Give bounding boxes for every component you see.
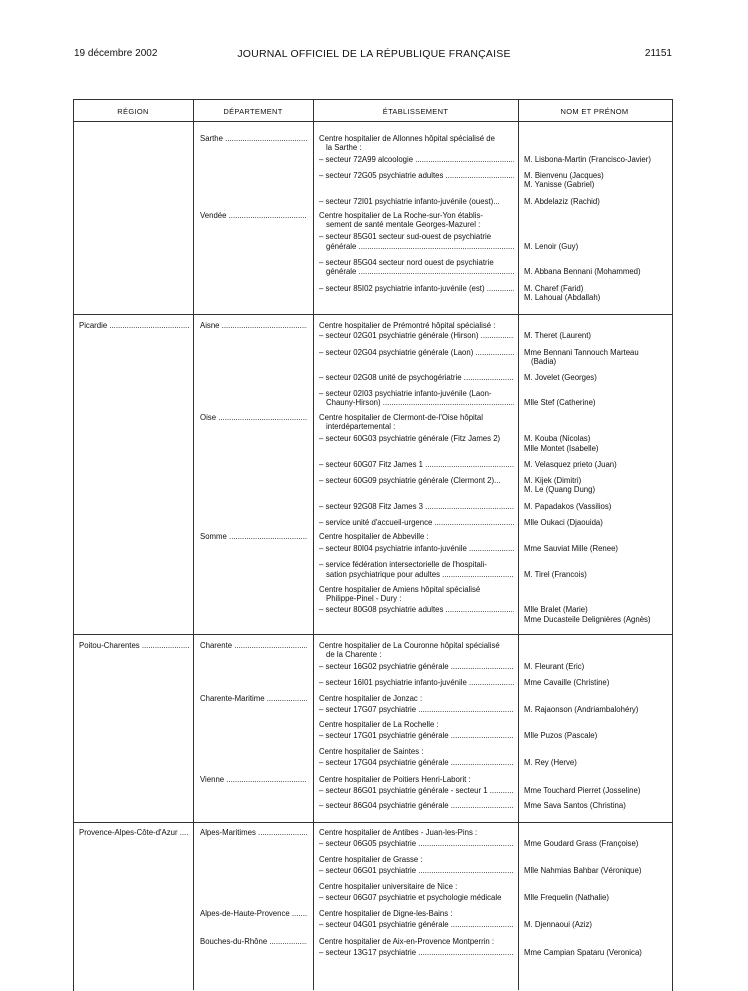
etablissement-line: – secteur 60G09 psychiatrie générale (Clermont 2)... xyxy=(319,476,501,485)
etablissement-line: – secteur 16I01 psychiatrie infanto-juvénile ..... xyxy=(319,678,514,687)
etablissement-line: sement de santé mentale Georges-Mazurel : xyxy=(326,220,481,229)
column-header-departement: DÉPARTEMENT xyxy=(223,107,283,116)
etablissement-line: – secteur 85G04 secteur nord ouest de psychiatrie xyxy=(319,258,494,267)
name-line: M. Fleurant (Eric) xyxy=(524,662,585,671)
name-line: M. Papadakos (Vassilios) xyxy=(524,502,612,511)
etablissement-line: – secteur 16G02 psychiatrie générale ..... xyxy=(319,662,514,671)
name-line: M. Bienvenu (Jacques) xyxy=(524,171,604,180)
name-line: Mlle Nahmias Bahbar (Véronique) xyxy=(524,866,642,875)
etablissement-line: – secteur 17G07 psychiatrie ..... xyxy=(319,705,514,714)
region-cell: Provence-Alpes-Côte-d'Azur ..... xyxy=(79,828,189,837)
etablissement-line: – secteur 72I01 psychiatrie infanto-juvénile (ouest)... xyxy=(319,197,500,206)
etablissement-line: – secteur 02I03 psychiatrie infanto-juvénile (Laon- xyxy=(319,389,492,398)
name-line: Mme Goudard Grass (Françoise) xyxy=(524,839,639,848)
etablissement-line: Centre hospitalier de Aix-en-Provence Montperrin : xyxy=(319,937,495,946)
name-line: M. Rajaonson (Andriambalohéry) xyxy=(524,705,639,714)
name-line: M. Djennaoui (Aziz) xyxy=(524,920,593,929)
departement-cell: Alpes-Maritimes ..... xyxy=(200,828,307,837)
departement-cell: Charente-Maritime ..... xyxy=(200,694,307,703)
name-line: Mme Ducasteile Delignières (Agnès) xyxy=(524,615,651,624)
etablissement-line: – secteur 06G07 psychiatrie et psychologie médicale xyxy=(319,893,502,902)
etablissement-line: – secteur 92G08 Fitz James 3 ..... xyxy=(319,502,514,511)
etablissement-line: Centre hospitalier de Clermont-de-l'Oise hôpital xyxy=(319,413,484,422)
etablissement-line: sation psychiatrique pour adultes ..... xyxy=(326,570,514,579)
etablissement-line: la Sarthe : xyxy=(326,143,362,152)
column-divider xyxy=(518,99,519,990)
column-divider xyxy=(193,99,194,990)
etablissement-line: Centre hospitalier de La Rochelle : xyxy=(319,720,439,729)
etablissement-line: Centre hospitalier de Amiens hôpital spécialisé xyxy=(319,585,481,594)
name-line: M. Charef (Farid) xyxy=(524,284,584,293)
etablissement-line: – secteur 72A99 alcoologie ..... xyxy=(319,155,514,164)
name-line: Mme Sauviat Mille (Renee) xyxy=(524,544,619,553)
column-header-region: RÉGION xyxy=(117,107,149,116)
etablissement-line: Centre hospitalier de La Roche-sur-Yon établis- xyxy=(319,211,483,220)
name-line: Mme Campian Spataru (Veronica) xyxy=(524,948,642,957)
name-line: (Badia) xyxy=(531,357,557,366)
name-line: Mme Cavaille (Christine) xyxy=(524,678,610,687)
departement-cell: Bouches-du-Rhône ..... xyxy=(200,937,307,946)
departement-cell: Charente ..... xyxy=(200,641,307,650)
name-line: Mlle Oukaci (Djaouida) xyxy=(524,518,603,527)
etablissement-line: Centre hospitalier de Digne-les-Bains : xyxy=(319,909,453,918)
region-divider xyxy=(73,822,672,823)
etablissement-line: – secteur 02G08 unité de psychogériatrie ..... xyxy=(319,373,514,382)
name-line: M. Kijek (Dimitri) xyxy=(524,476,582,485)
region-cell: Poitou-Charentes ..... xyxy=(79,641,189,650)
departement-cell: Vienne ..... xyxy=(200,775,307,784)
name-line: M. Lahoual (Abdallah) xyxy=(524,293,601,302)
column-header-nom-prenom: NOM ET PRÉNOM xyxy=(560,107,629,116)
etablissement-line: – secteur 06G01 psychiatrie ..... xyxy=(319,866,514,875)
name-line: Mlle Puzos (Pascale) xyxy=(524,731,598,740)
etablissement-line: – secteur 60G07 Fitz James 1 ..... xyxy=(319,460,514,469)
name-line: M. Rey (Herve) xyxy=(524,758,577,767)
name-line: M. Jovelet (Georges) xyxy=(524,373,597,382)
etablissement-line: – service fédération intersectorielle de l'hospitali- xyxy=(319,560,487,569)
etablissement-line: interdépartemental : xyxy=(326,422,396,431)
name-line: Mlle Bralet (Marie) xyxy=(524,605,588,614)
departement-cell: Aisne ..... xyxy=(200,321,307,330)
header-row-divider xyxy=(73,121,672,122)
name-line: M. Kouba (Nicolas) xyxy=(524,434,591,443)
region-divider xyxy=(73,314,672,315)
etablissement-line: Centre hospitalier de Grasse : xyxy=(319,855,423,864)
etablissement-line: Centre hospitalier de Jonzac : xyxy=(319,694,423,703)
departement-cell: Somme ..... xyxy=(200,532,307,541)
etablissement-line: générale ..... xyxy=(326,267,514,276)
etablissement-line: – secteur 04G01 psychiatrie générale ..... xyxy=(319,920,514,929)
etablissement-line: – secteur 80G08 psychiatrie adultes ..... xyxy=(319,605,514,614)
region-cell: Picardie ..... xyxy=(79,321,189,330)
name-line: Mlle Stef (Catherine) xyxy=(524,398,596,407)
header-page-number: 21151 xyxy=(644,48,672,59)
etablissement-line: – secteur 17G04 psychiatrie générale ..... xyxy=(319,758,514,767)
column-header-etablissement: ÉTABLISSEMENT xyxy=(382,107,449,116)
etablissement-line: de la Charente : xyxy=(326,650,382,659)
etablissement-line: – secteur 85G01 secteur sud-ouest de psychiatrie xyxy=(319,232,492,241)
etablissement-line: – secteur 60G03 psychiatrie générale (Fitz James 2) xyxy=(319,434,501,443)
etablissement-line: – secteur 13G17 psychiatrie ..... xyxy=(319,948,514,957)
etablissement-line: Centre hospitalier de Allonnes hôpital spécialisé de xyxy=(319,134,495,143)
name-line: M. Abbana Bennani (Mohammed) xyxy=(524,267,641,276)
departement-cell: Vendée ..... xyxy=(200,211,307,220)
name-line: Mme Sava Santos (Christina) xyxy=(524,801,626,810)
etablissement-line: – secteur 85I02 psychiatrie infanto-juvénile (est) ..... xyxy=(319,284,514,293)
departement-cell: Alpes-de-Haute-Provence ..... xyxy=(200,909,307,918)
etablissement-line: générale ..... xyxy=(326,242,514,251)
name-line: Mme Touchard Pierret (Josseline) xyxy=(524,786,641,795)
etablissement-line: – secteur 02G04 psychiatrie générale (Laon) ..... xyxy=(319,348,514,357)
name-line: M. Tirel (Francois) xyxy=(524,570,587,579)
etablissement-line: – secteur 80I04 psychiatrie infanto-juvénile ..... xyxy=(319,544,514,553)
name-line: Mlle Montet (Isabelle) xyxy=(524,444,599,453)
etablissement-line: – secteur 17G01 psychiatrie générale ..... xyxy=(319,731,514,740)
name-line: Mlle Frequelin (Nathalie) xyxy=(524,893,609,902)
column-divider xyxy=(313,99,314,990)
etablissement-line: Centre hospitalier de Saintes : xyxy=(319,747,424,756)
etablissement-line: – service unité d'accueil-urgence ..... xyxy=(319,518,514,527)
etablissement-line: Centre hospitalier de La Couronne hôpital spécialisé xyxy=(319,641,500,650)
name-line: M. Velasquez prieto (Juan) xyxy=(524,460,617,469)
etablissement-line: Centre hospitalier de Prémontré hôpital spécialisé : xyxy=(319,321,496,330)
etablissement-line: – secteur 72G05 psychiatrie adultes ..... xyxy=(319,171,514,180)
etablissement-line: Centre hospitalier de Antibes - Juan-les-Pins : xyxy=(319,828,478,837)
region-divider xyxy=(73,634,672,635)
header-title: JOURNAL OFFICIEL DE LA RÉPUBLIQUE FRANÇAISE xyxy=(237,48,511,60)
etablissement-line: Centre hospitalier de Poitiers Henri-Laborit : xyxy=(319,775,471,784)
name-line: M. Abdelaziz (Rachid) xyxy=(524,197,600,206)
name-line: M. Yanisse (Gabriel) xyxy=(524,180,595,189)
name-line: M. Lisbona-Martin (Francisco-Javier) xyxy=(524,155,651,164)
etablissement-line: – secteur 86G04 psychiatrie générale ..... xyxy=(319,801,514,810)
etablissement-line: – secteur 06G05 psychiatrie ..... xyxy=(319,839,514,848)
departement-cell: Oise ..... xyxy=(200,413,307,422)
etablissement-line: – secteur 02G01 psychiatrie générale (Hirson) ..... xyxy=(319,331,514,340)
name-line: M. Theret (Laurent) xyxy=(524,331,592,340)
header-date: 19 décembre 2002 xyxy=(74,48,158,59)
etablissement-line: Centre hospitalier universitaire de Nice : xyxy=(319,882,458,891)
departement-cell: Sarthe ..... xyxy=(200,134,307,143)
etablissement-line: Chauny-Hirson) ..... xyxy=(326,398,514,407)
etablissement-line: Philippe-Pinel - Dury : xyxy=(326,594,402,603)
name-line: M. Lenoir (Guy) xyxy=(524,242,579,251)
etablissement-line: – secteur 86G01 psychiatrie générale - secteur 1 ..... xyxy=(319,786,514,795)
name-line: M. Le (Quang Dung) xyxy=(524,485,596,494)
name-line: Mme Bennani Tannouch Marteau xyxy=(524,348,639,357)
etablissement-line: Centre hospitalier de Abbeville : xyxy=(319,532,429,541)
